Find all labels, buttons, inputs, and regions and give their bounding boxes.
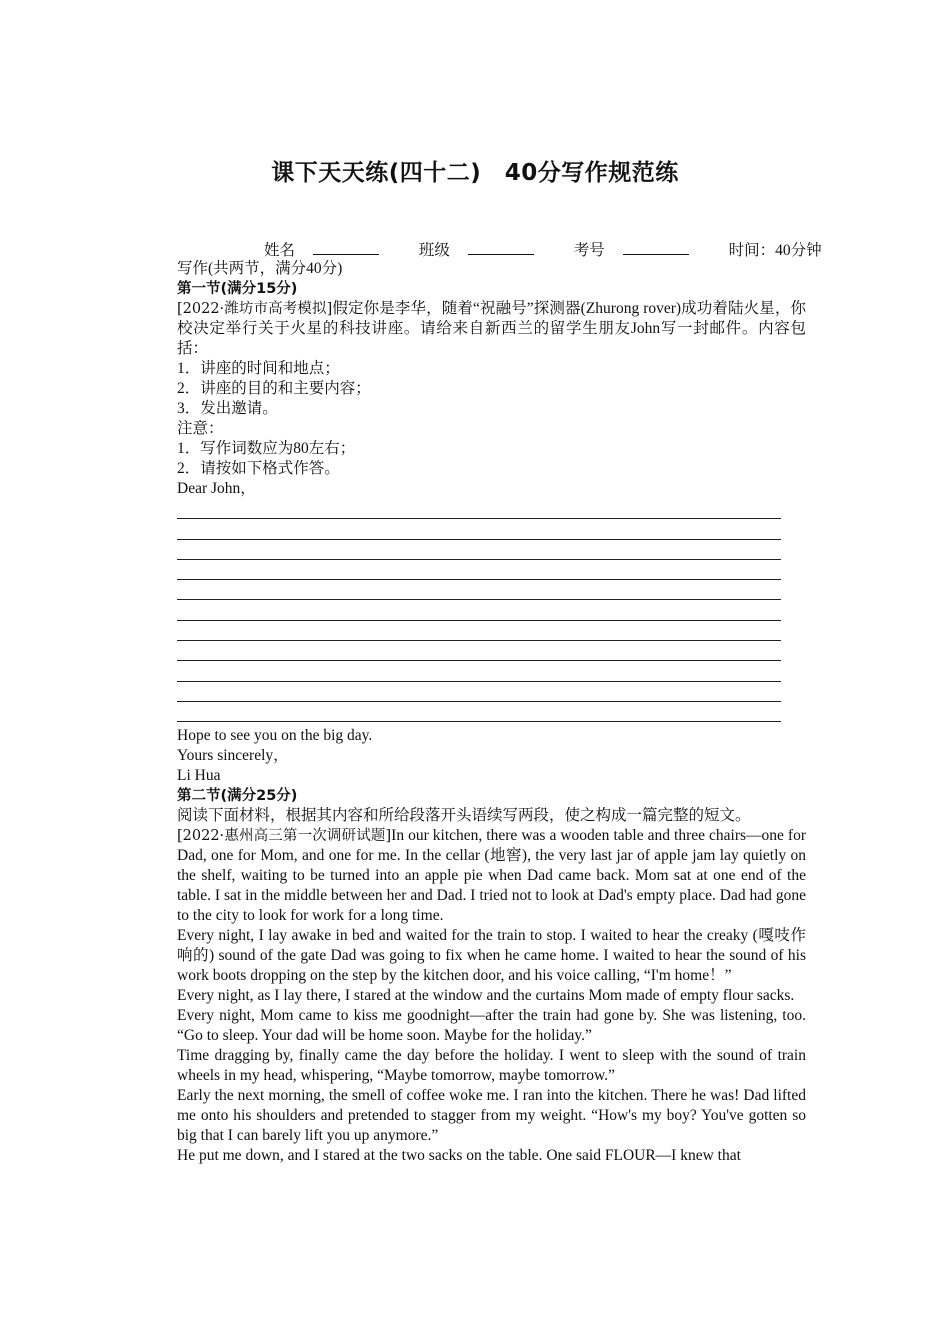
class-field[interactable]: 班级 xyxy=(419,238,552,260)
point-item: 3．发出邀请。 xyxy=(177,400,278,417)
point-item: 1．讲座的时间和地点； xyxy=(177,360,340,377)
exam-number-field[interactable]: 考号 xyxy=(574,238,707,260)
answer-line[interactable] xyxy=(177,499,781,519)
answer-line[interactable] xyxy=(177,641,781,661)
letter-closing: Hope to see you on the big day. xyxy=(177,727,373,745)
answer-line[interactable] xyxy=(177,560,781,580)
time-limit: 时间：40分钟 xyxy=(728,242,822,259)
note-item: 1．写作词数应为80左右； xyxy=(177,440,356,457)
section2-instruction: 阅读下面材料，根据其内容和所给段落开头语续写两段，使之构成一篇完整的短文。 xyxy=(177,807,751,825)
note-label: 注意： xyxy=(177,420,224,437)
answer-line[interactable] xyxy=(177,682,781,702)
letter-signature: Li Hua xyxy=(177,767,221,785)
story-paragraph: He put me down, and I stared at the two sacks on the table. One said FLOUR—I knew that xyxy=(177,1147,741,1165)
answer-line[interactable] xyxy=(177,580,781,600)
section1-prompt: [2022·潍坊市高考模拟]假定你是李华，随着“祝融号”探测器(Zhurong rover)成功着陆火星，你校决定举行关于火星的科技讲座。请给来自新西兰的留学生朋友John写一封邮件。内容包括： xyxy=(177,300,807,357)
story-paragraph: Every night, I lay awake in bed and waited for the train to stop. I waited to hear the creaky (嘎吱作响的) sound of the gate Dad was going to fix when he came home. I waited to hear the sound of his work boots dropping on the step by the kitchen door, and his voice calling, “I'm home！” xyxy=(177,927,806,985)
answer-line[interactable] xyxy=(177,661,781,681)
story-paragraph: Early the next morning, the smell of coffee woke me. I ran into the kitchen. There he was! Dad lifted me onto his shoulders and pretended to stagger from my weight. “How's my boy? You've gotten so big that I can barely lift you up anymore.” xyxy=(177,1087,806,1145)
student-info-row xyxy=(264,238,840,260)
name-field[interactable]: 姓名 xyxy=(264,238,397,260)
story-paragraph: Time dragging by, finally came the day before the holiday. I went to sleep with the sound of train wheels in my head, whispering, “Maybe tomorrow, maybe tomorrow.” xyxy=(177,1047,806,1085)
letter-signoff: Yours sincerely， xyxy=(177,747,289,765)
answer-lines[interactable] xyxy=(177,499,781,722)
page-title: 课下天天练(四十二) 40分写作规范练 xyxy=(271,160,679,186)
story-paragraph: Every night, Mom came to kiss me goodnight—after the train had gone by. She was listening, too. “Go to sleep. Your dad will be home soon. Maybe for the holiday.” xyxy=(177,1007,806,1045)
answer-line[interactable] xyxy=(177,702,781,722)
writing-header: 写作(共两节，满分40分) xyxy=(177,260,343,277)
section2-header: 第二节(满分25分) xyxy=(177,788,298,805)
answer-line[interactable] xyxy=(177,621,781,641)
point-item: 2．讲座的目的和主要内容； xyxy=(177,380,371,397)
note-item: 2．请按如下格式作答。 xyxy=(177,460,340,477)
letter-greeting: Dear John， xyxy=(177,480,256,497)
section1-header: 第一节(满分15分) xyxy=(177,281,298,297)
content xyxy=(144,259,806,1166)
story-paragraph: [2022·惠州高三第一次调研试题]In our kitchen, there was a wooden table and three chairs—one for Dad, one for Mom, and one for me. In the cellar (地窖), the very last jar of apple jam lay quietly on the shelf, waiting to be turned into an apple pie when Dad came back. Mom sat at one end of the table. I sat in the middle between her and Dad. I tried not to look at Dad's empty place. Dad had gone to the city to look for work for a long time. xyxy=(177,827,807,925)
answer-line[interactable] xyxy=(177,600,781,620)
answer-line[interactable] xyxy=(177,540,781,560)
story-paragraph: Every night, as I lay there, I stared at the window and the curtains Mom made of empty flour sacks. xyxy=(177,987,795,1005)
answer-line[interactable] xyxy=(177,519,781,539)
